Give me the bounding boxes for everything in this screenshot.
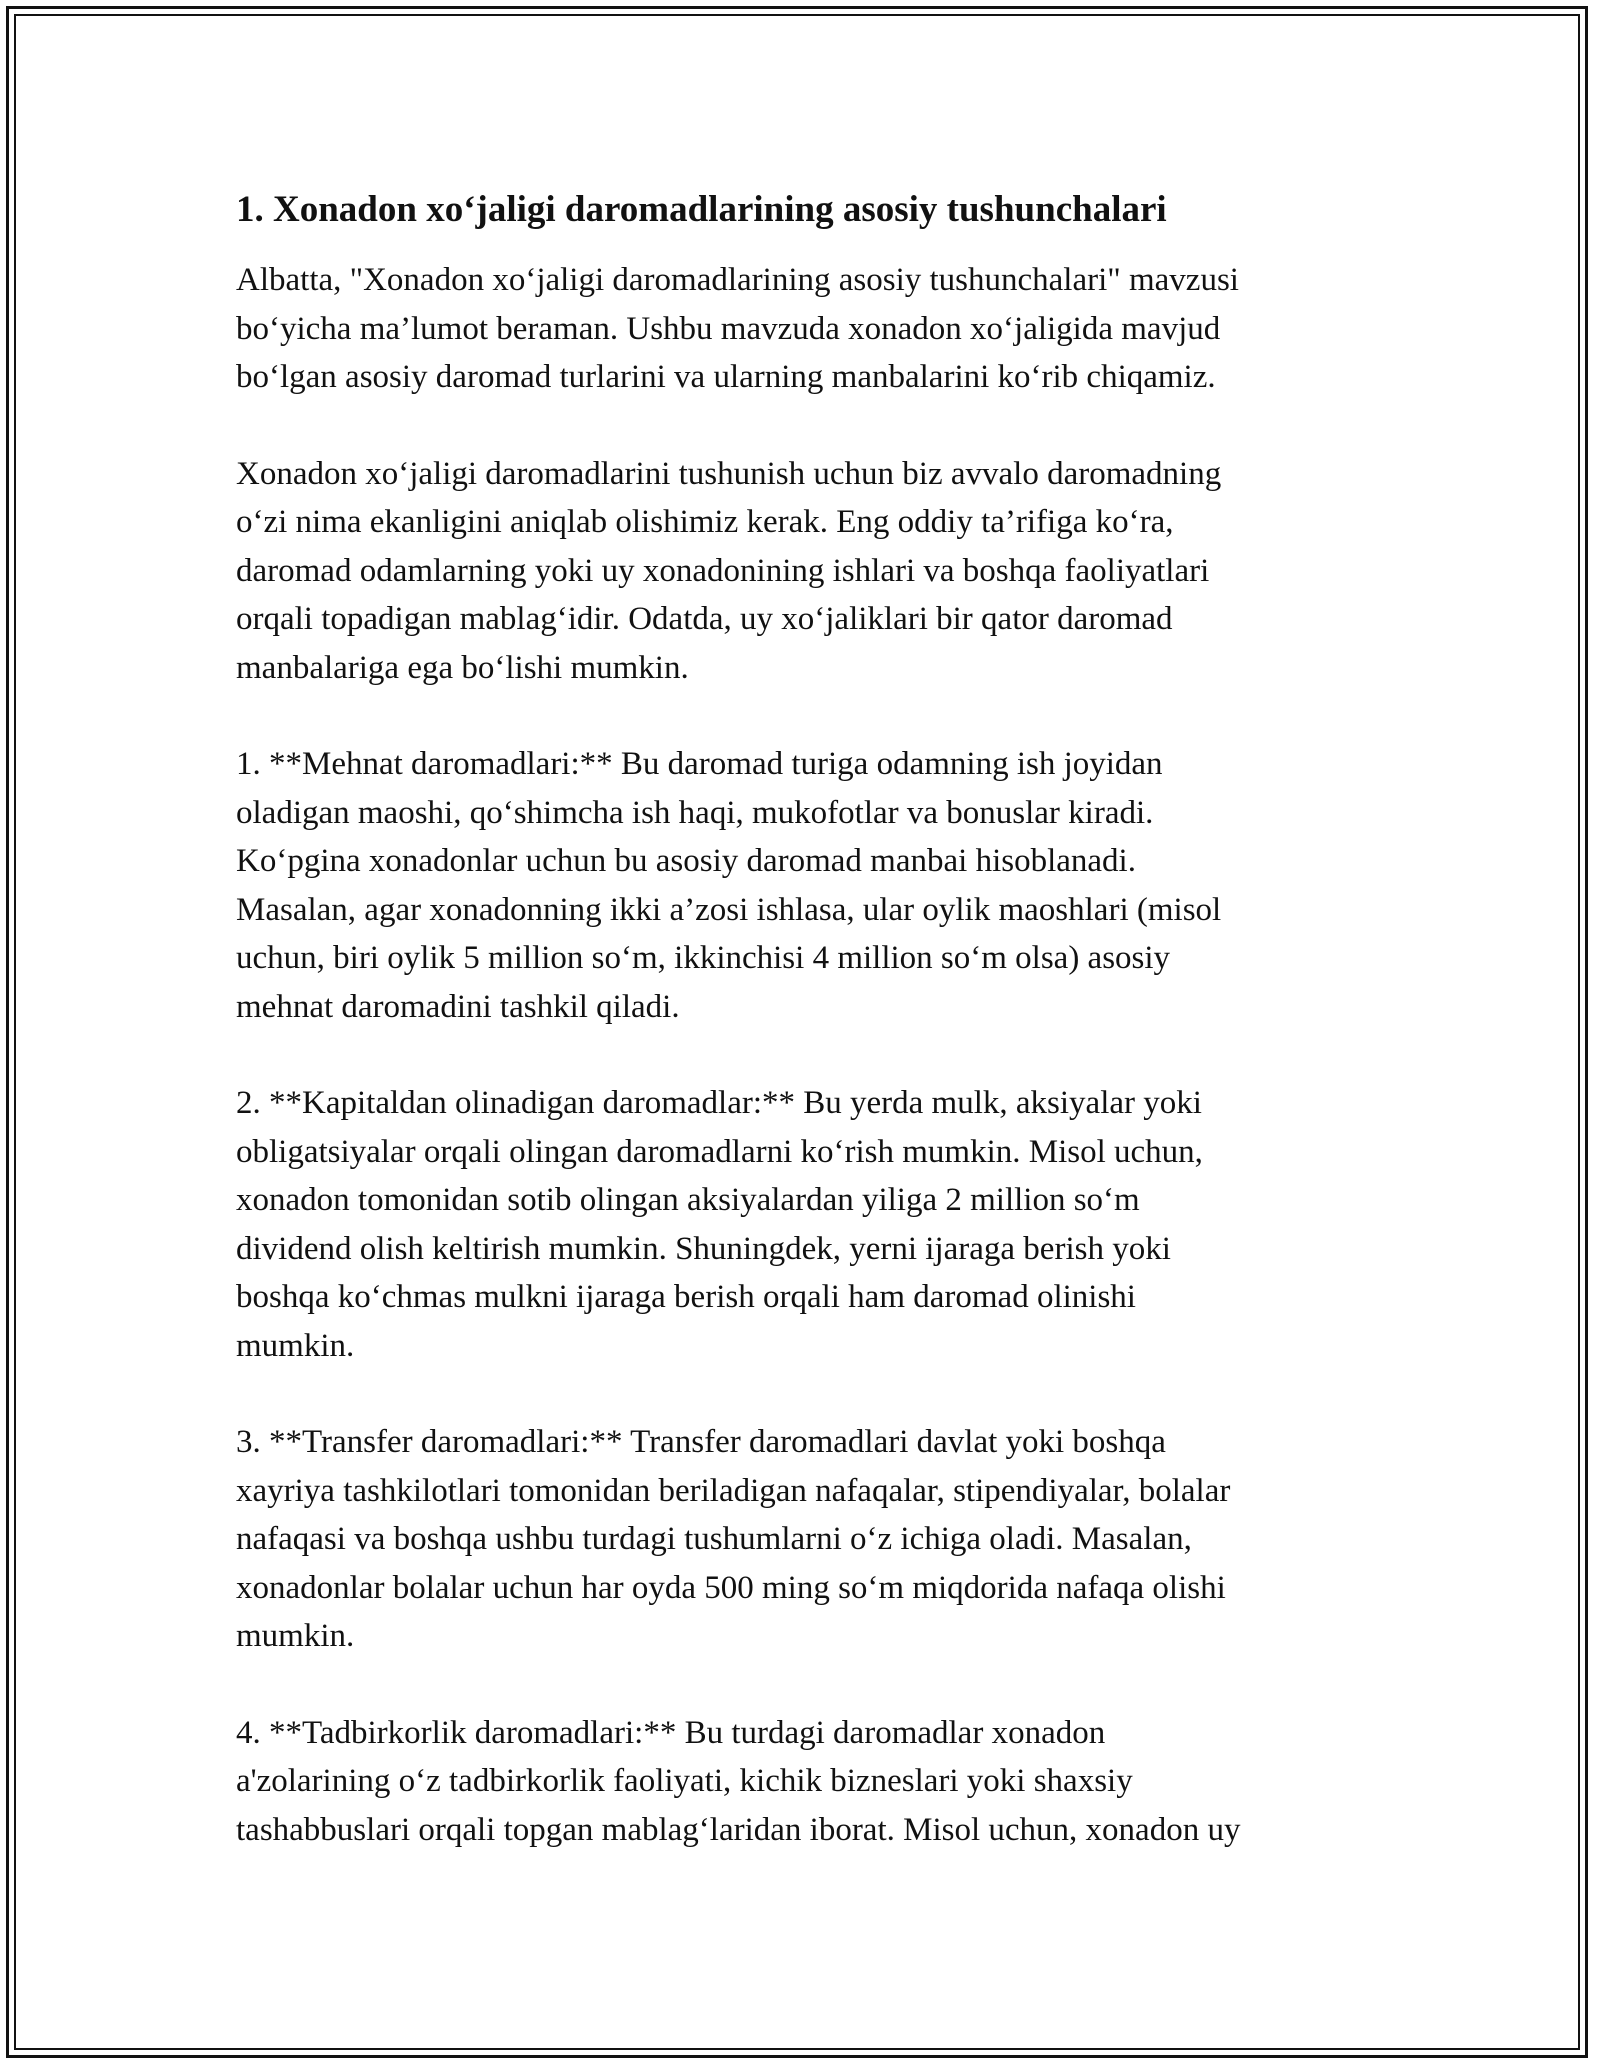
paragraph-labor-income (236, 740, 1366, 1031)
text-line: xonadon tomonidan sotib olingan aksiyalardan yiliga 2 million so‘m (236, 1182, 1140, 1218)
text-line: o‘zi nima ekanligini aniqlab olishimiz kerak. Eng oddiy ta’rifiga ko‘ra, (236, 504, 1174, 540)
text-line: boshqa ko‘chmas mulkni ijaraga berish orqali ham daromad olinishi (236, 1279, 1136, 1315)
text-line: nafaqasi va boshqa ushbu turdagi tushumlarni o‘z ichiga oladi. Masalan, (236, 1521, 1192, 1557)
text-line: 4. **Tadbirkorlik daromadlari:** Bu turdagi daromadlar xonadon (236, 1714, 1106, 1751)
text-line: mehnat daromadini tashkil qiladi. (236, 988, 680, 1025)
text-line: mumkin. (236, 1618, 355, 1654)
text-line: orqali topadigan mablag‘idir. Odatda, uy xo‘jaliklari bir qator daromad (236, 601, 1173, 637)
paragraph-capital-income (236, 1079, 1366, 1370)
paragraph-transfer-income (236, 1418, 1366, 1661)
text-line: 1. **Mehnat daromadlari:** Bu daromad turiga odamning ish joyidan (236, 746, 1163, 782)
text-line: Albatta, "Xonadon xo‘jaligi daromadlarining asosiy tushunchalari" mavzusi (236, 262, 1239, 298)
text-line: Masalan, agar xonadonning ikki a’zosi ishlasa, ular oylik maoshlari (misol (236, 891, 1222, 928)
text-line: dividend olish keltirish mumkin. Shuningdek, yerni ijaraga berish yoki (236, 1230, 1171, 1267)
text-line: tashabbuslari orqali topgan mablag‘laridan iborat. Misol uchun, xonadon uy (236, 1811, 1241, 1848)
text-line: obligatsiyalar orqali olingan daromadlarni ko‘rish mumkin. Misol uchun, (236, 1133, 1203, 1170)
text-line: xonadonlar bolalar uchun har oyda 500 ming so‘m miqdorida nafaqa olishi (236, 1569, 1226, 1606)
text-line: daromad odamlarning yoki uy xonadonining ishlari va boshqa faoliyatlari (236, 552, 1210, 589)
text-line: Xonadon xo‘jaligi daromadlarini tushunish uchun biz avvalo daromadning (236, 455, 1222, 492)
text-line: xayriya tashkilotlari tomonidan beriladigan nafaqalar, stipendiyalar, bolalar (236, 1472, 1231, 1509)
paragraph-definition (236, 450, 1366, 693)
text-line: Ko‘pgina xonadonlar uchun bu asosiy daromad manbai hisoblanadi. (236, 843, 1136, 879)
text-line: 3. **Transfer daromadlari:** Transfer daromadlari davlat yoki boshqa (236, 1424, 1166, 1460)
text-line: 2. **Kapitaldan olinadigan daromadlar:** Bu yerda mulk, aksiyalar yoki (236, 1085, 1202, 1121)
document-title: 1. Xonadon xo‘jaligi daromadlarining asosiy tushunchalari (236, 189, 1167, 230)
text-line: manbalariga ega bo‘lishi mumkin. (236, 649, 689, 686)
paragraph-intro (236, 256, 1366, 402)
text-line: oladigan maoshi, qo‘shimcha ish haqi, mukofotlar va bonuslar kiradi. (236, 794, 1154, 831)
text-line: bo‘yicha ma’lumot beraman. Ushbu mavzuda xonadon xo‘jaligida mavjud (236, 310, 1221, 347)
paragraph-business-income (236, 1709, 1366, 1855)
text-line: bo‘lgan asosiy daromad turlarini va ularning manbalarini ko‘rib chiqamiz. (236, 359, 1216, 395)
text-line: a'zolarining o‘z tadbirkorlik faoliyati, kichik bizneslari yoki shaxsiy (236, 1763, 1133, 1799)
text-line: uchun, biri oylik 5 million so‘m, ikkinchisi 4 million so‘m olsa) asosiy (236, 940, 1171, 976)
document-body (236, 186, 1366, 1854)
text-line: mumkin. (236, 1327, 355, 1364)
